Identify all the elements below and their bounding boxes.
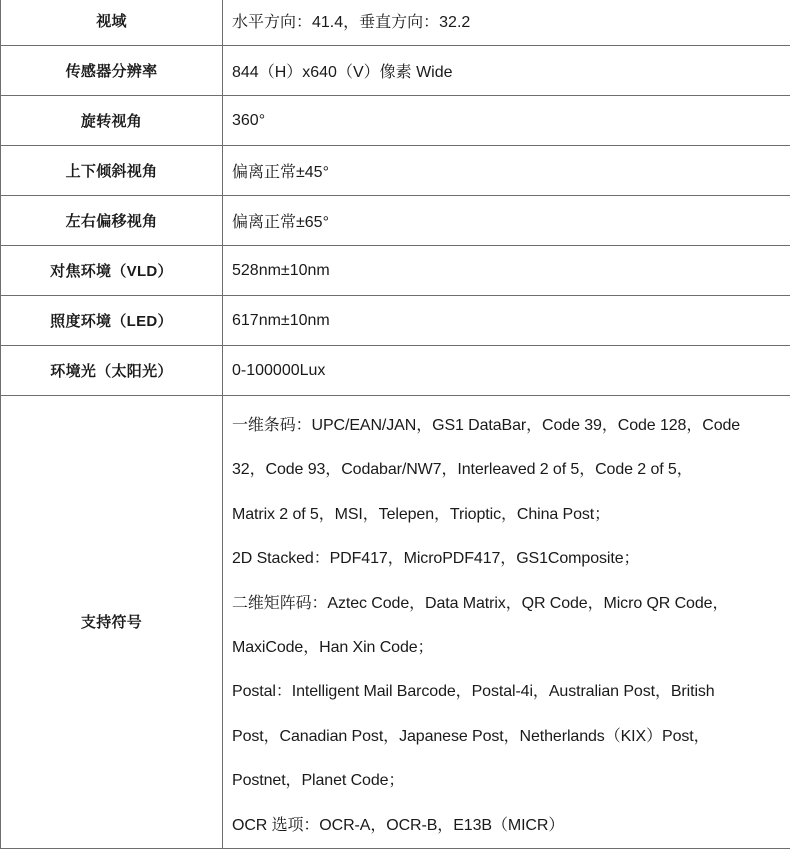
symbology-line: Postnet，Planet Code； bbox=[232, 759, 785, 803]
spec-label: 上下倾斜视角 bbox=[1, 146, 223, 196]
spec-label: 环境光（太阳光） bbox=[1, 346, 223, 396]
spec-value: 528nm±10nm bbox=[223, 246, 790, 296]
spec-row-field-of-view bbox=[1, 0, 790, 46]
spec-value: 360° bbox=[223, 96, 790, 146]
symbology-line: 二维矩阵码：Aztec Code，Data Matrix，QR Code，Micro QR Code， bbox=[232, 582, 785, 626]
symbology-line: Matrix 2 of 5，MSI，Telepen，Trioptic，China Post； bbox=[232, 493, 785, 537]
spec-label: 视域 bbox=[1, 0, 223, 46]
symbology-line: OCR 选项：OCR-A，OCR-B，E13B（MICR） bbox=[232, 804, 785, 848]
spec-value: 617nm±10nm bbox=[223, 296, 790, 346]
symbology-line: Post，Canadian Post，Japanese Post，Netherlands（KIX）Post， bbox=[232, 715, 785, 759]
spec-label: 支持符号 bbox=[1, 396, 223, 849]
symbology-list bbox=[223, 396, 790, 849]
spec-label: 照度环境（LED） bbox=[1, 296, 223, 346]
spec-row-tilt-angle bbox=[1, 146, 790, 196]
spec-label: 传感器分辨率 bbox=[1, 46, 223, 96]
spec-row-rotation-angle bbox=[1, 96, 790, 146]
spec-row-supported-symbologies bbox=[1, 396, 790, 849]
symbology-line: 32，Code 93，Codabar/NW7，Interleaved 2 of 5，Code 2 of 5， bbox=[232, 448, 785, 492]
spec-row-skew-angle bbox=[1, 196, 790, 246]
spec-value: 水平方向：41.4，垂直方向：32.2 bbox=[223, 0, 790, 46]
symbology-line: MaxiCode，Han Xin Code； bbox=[232, 626, 785, 670]
spec-row-sensor-resolution bbox=[1, 46, 790, 96]
spec-row-aimer bbox=[1, 246, 790, 296]
symbology-line: 2D Stacked：PDF417，MicroPDF417，GS1Composite； bbox=[232, 537, 785, 581]
spec-value: 844（H）x640（V）像素 Wide bbox=[223, 46, 790, 96]
spec-value: 偏离正常±65° bbox=[223, 196, 790, 246]
spec-value: 偏离正常±45° bbox=[223, 146, 790, 196]
spec-row-ambient-light bbox=[1, 346, 790, 396]
spec-value: 0-100000Lux bbox=[223, 346, 790, 396]
symbology-line: 一维条码：UPC/EAN/JAN，GS1 DataBar，Code 39，Code 128，Code bbox=[232, 404, 785, 448]
spec-label: 旋转视角 bbox=[1, 96, 223, 146]
symbology-line: Postal：Intelligent Mail Barcode，Postal-4i，Australian Post，British bbox=[232, 670, 785, 714]
spec-label: 左右偏移视角 bbox=[1, 196, 223, 246]
spec-row-illumination bbox=[1, 296, 790, 346]
spec-label: 对焦环境（VLD） bbox=[1, 246, 223, 296]
